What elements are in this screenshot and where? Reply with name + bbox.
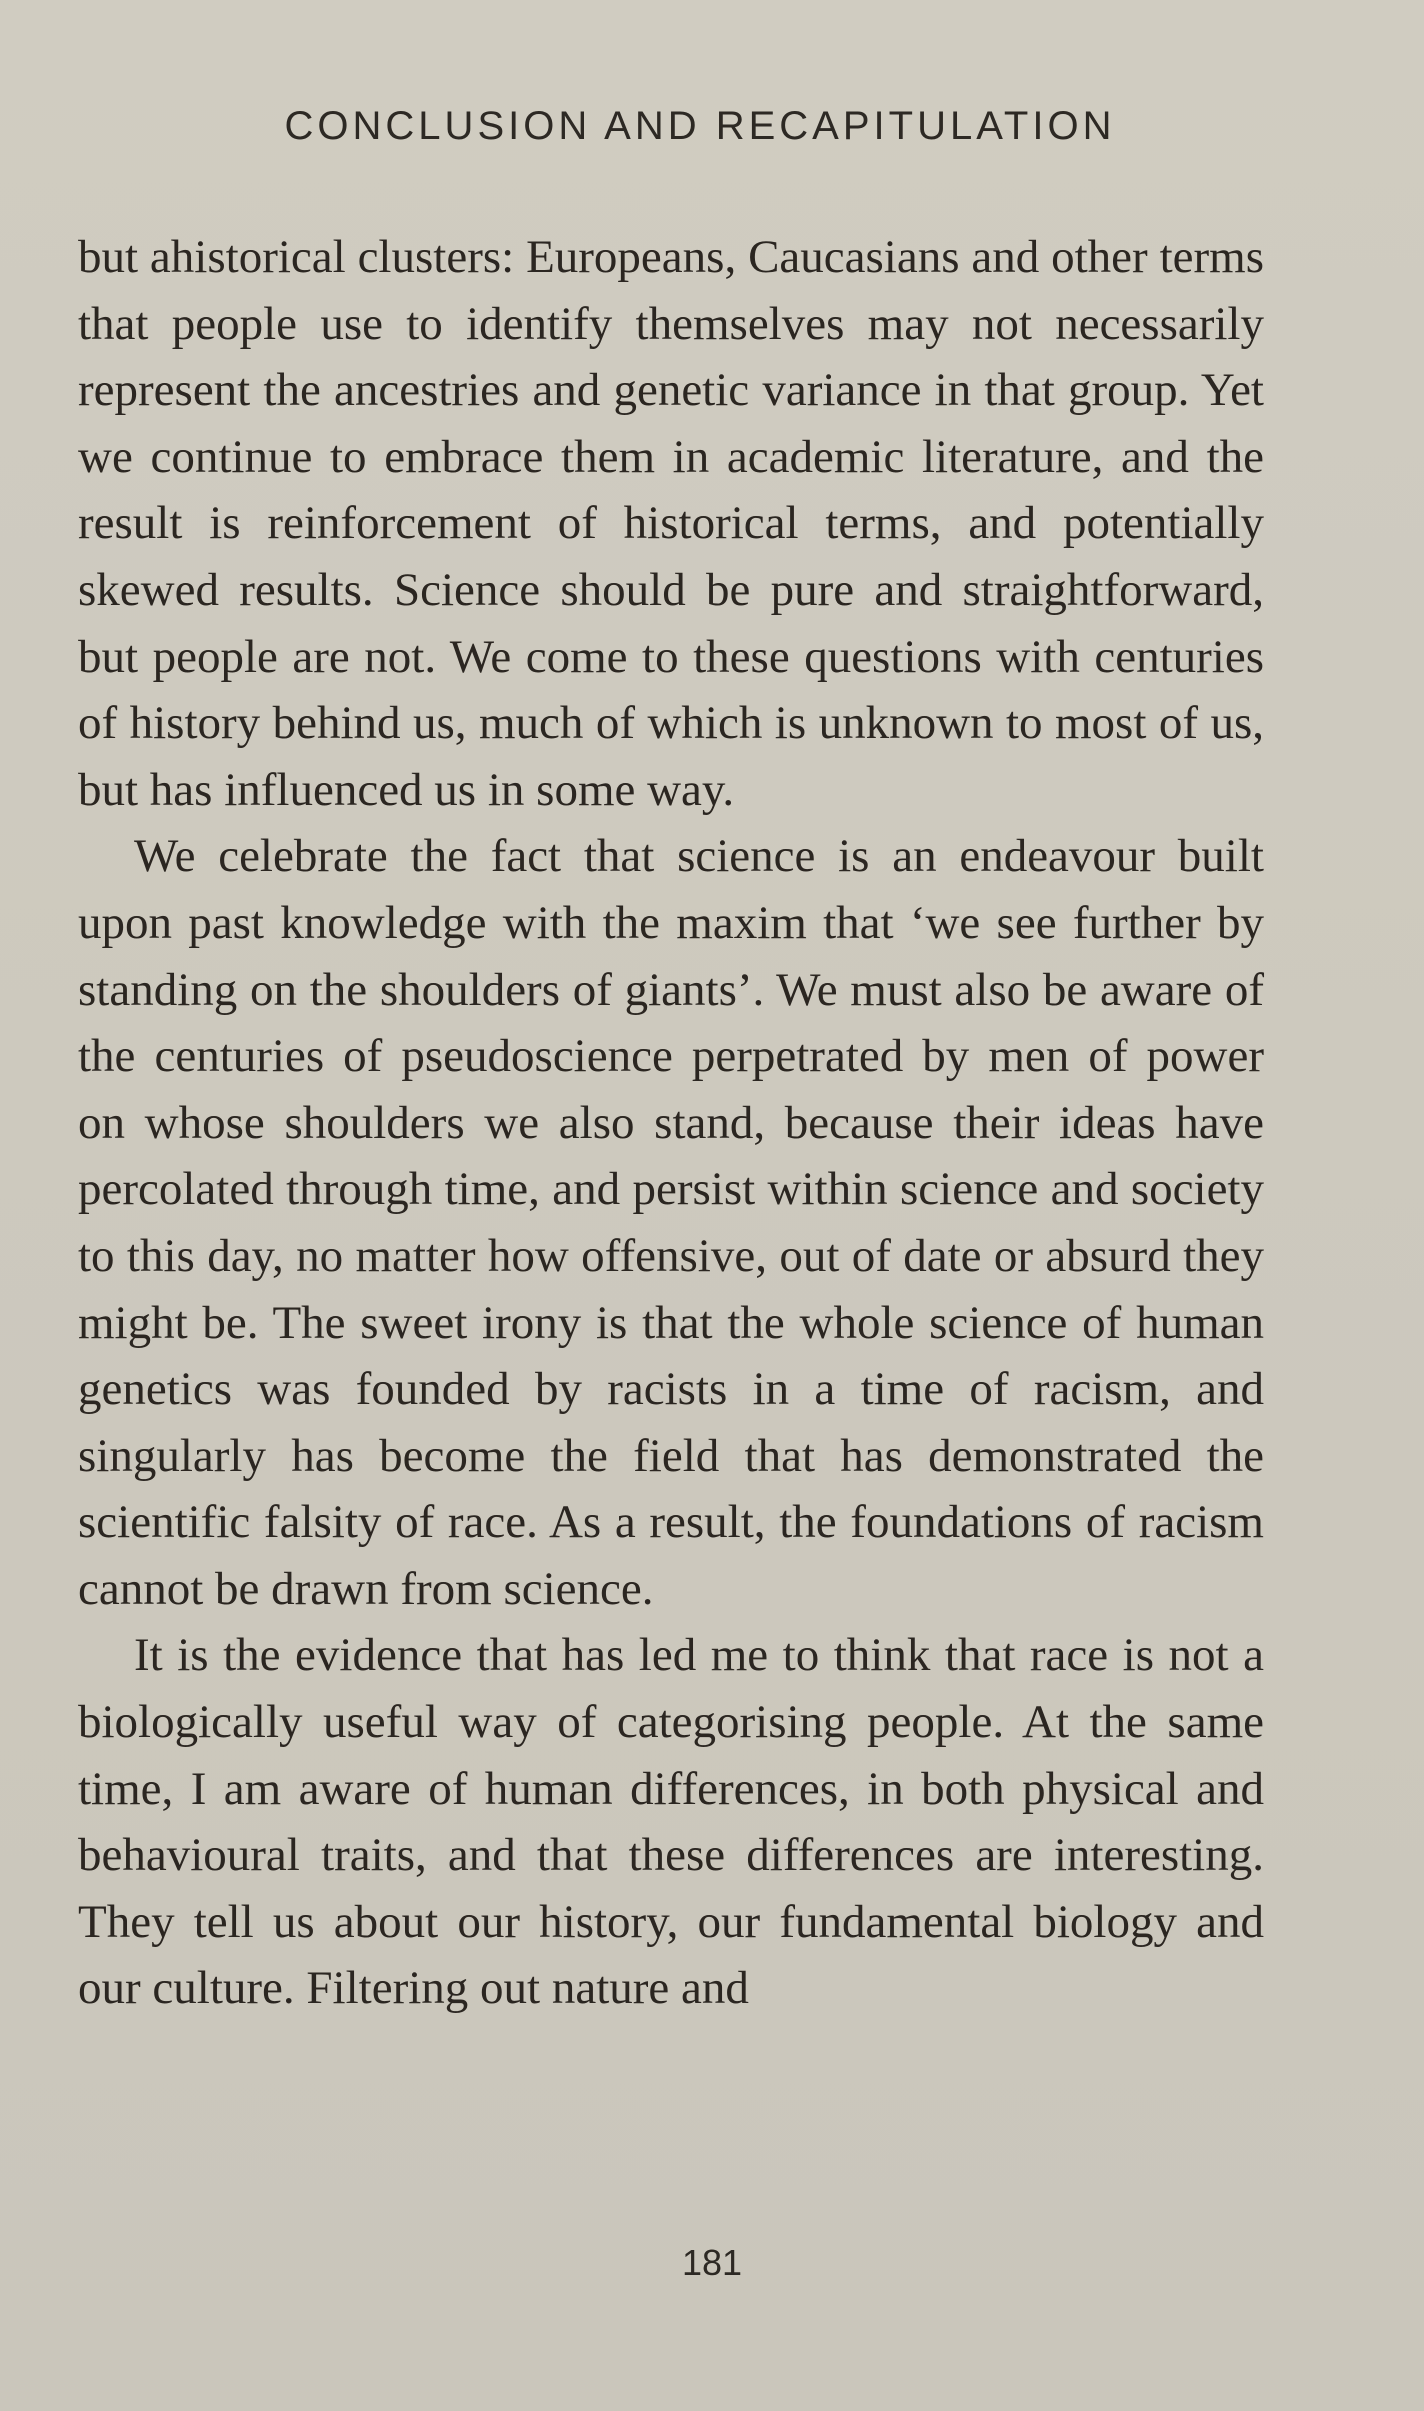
paragraph-3: It is the evidence that has led me to think that race is not a biologically useful way of categorising people. At the same time, I am aware of human differences, in both physical and behavioural traits, and that these differences are interesting. They tell us about our history, our fundamental biology and our culture. Filtering out nature and xyxy=(78,1629,1264,2015)
paragraph-1: but ahistorical clusters: Europeans, Caucasians and other terms that people use to identify themselves may not necessarily represent the ancestries and genetic variance in that group. Yet we continue to embrace them in academic literature, and the result is reinforcement of historical terms, and potentially skewed results. Science should be pure and straightforward, but people are not. We come to these questions with centuries of history behind us, much of which is unknown to most of us, but has influenced us in some way. xyxy=(78,231,1264,816)
page-number: 181 xyxy=(681,2242,743,2283)
running-head: CONCLUSION AND RECAPITULATION xyxy=(284,104,1116,148)
paragraph-2: We celebrate the fact that science is an endeavour built upon past knowledge with the maxim that ‘we see further by standing on the shoulders of giants’. We must also be aware of the centuries of pseudoscience perpetrated by men of power on whose shoulders we also stand, because their ideas have percolated through time, and persist within science and society to this day, no matter how offensive, out of date or absurd they might be. The sweet irony is that the whole science of human genetics was founded by racists in a time of racism, and singularly has become the field that has demonstrated the scientific falsity of race. As a result, the foundations of racism cannot be drawn from science. xyxy=(78,830,1264,1615)
body-text xyxy=(78,224,1264,2022)
